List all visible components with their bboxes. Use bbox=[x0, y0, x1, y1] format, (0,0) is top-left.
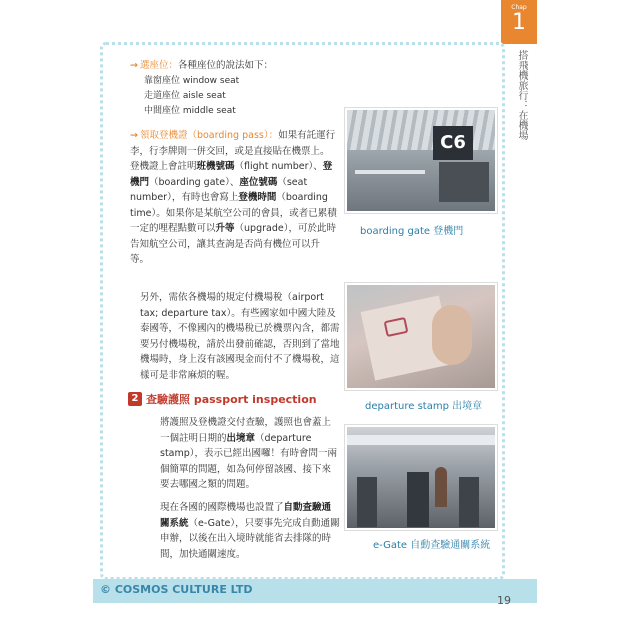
keyword: 升等 bbox=[215, 223, 235, 234]
chapter-tab bbox=[501, 0, 537, 44]
boarding-gate-photo bbox=[345, 108, 497, 213]
arrow-icon: → bbox=[130, 130, 138, 141]
caption-egate: e-Gate 自動查驗通關系統 bbox=[373, 540, 491, 551]
egate-paragraph: 現在各國的國際機場也設置了自動查驗通關系統（e-Gate），只要事先完成自動通關申辦，以後在出入境時就能省去排隊的時間，加快通關速度。 bbox=[160, 502, 340, 560]
chapter-title: 搭飛機旅行：在機場 bbox=[516, 50, 527, 140]
boarding-heading: 領取登機證（boarding pass）： bbox=[139, 130, 279, 141]
chapter-label: Chap bbox=[511, 4, 527, 11]
passport-paragraph: 將護照及登機證交付查驗，護照也會蓋上一個註明日期的出境章（departure stamp），表示已經出國囉！有時會問一兩個簡單的問題，如為何停留該國、接下來要去哪國之類的問題。 bbox=[160, 417, 338, 490]
keyword: 自動查驗通關系統 bbox=[160, 502, 332, 529]
seat-section bbox=[130, 58, 350, 119]
section-number: 2 bbox=[128, 392, 142, 406]
keyword: 登機門 bbox=[130, 161, 333, 188]
seat-intro: 各種座位的說法如下： bbox=[177, 60, 273, 71]
page-number: 19 bbox=[497, 594, 511, 607]
seat-item: 中間座位 middle seat bbox=[144, 105, 236, 116]
publisher-credit: © COSMOS CULTURE LTD bbox=[100, 583, 253, 596]
egate-photo bbox=[345, 425, 497, 530]
chapter-number: 1 bbox=[512, 10, 526, 35]
keyword: 出境章 bbox=[226, 432, 256, 444]
tax-paragraph: 另外，需依各機場的規定付機場稅（airport tax; departure tax）。有些國家如中國大陸及泰國等，不像國內的機場稅已於機票內含，都需要另付機場稅，請於出發前確認，否則到了當地機場時，身上沒有該國現金而付不了機場稅，這樣可是非常麻煩的喔。 bbox=[140, 292, 340, 381]
seat-item: 走道座位 aisle seat bbox=[144, 90, 226, 101]
keyword: 登機時間 bbox=[238, 192, 277, 203]
seat-list bbox=[130, 74, 350, 119]
boarding-text: 如果有託運行李，行李牌則一併交回，或是直接貼在機票上。登機證上會註明 bbox=[130, 130, 336, 172]
caption-boarding-gate: boarding gate 登機門 bbox=[360, 226, 464, 237]
seat-heading: 選座位： bbox=[139, 60, 178, 71]
seat-item: 靠窗座位 window seat bbox=[144, 75, 240, 86]
keyword: 座位號碼 bbox=[239, 176, 278, 188]
gate-sign: C6 bbox=[433, 126, 473, 160]
departure-stamp-photo bbox=[345, 283, 497, 390]
boarding-section: → 領取登機證（boarding pass）：如果有託運行李，行李牌則一併交回，或是直接貼在機票上。登機證上會註明班機號碼（flight number）、登機門（boarding gate）、座位號碼（seat number），有時也會寫上登機時間（boarding time）。如果你是某航空公司的會員，或者已累積一定的哩程點數可以升等（upgrade），可於此時告知航空公司，讓其查詢是否尚有機位可以升等。 bbox=[130, 130, 337, 265]
keyword: 班機號碼 bbox=[196, 161, 235, 172]
arrow-icon: → bbox=[130, 60, 138, 71]
section-title: 查驗護照 passport inspection bbox=[146, 393, 317, 406]
caption-departure-stamp: departure stamp 出境章 bbox=[365, 401, 483, 412]
